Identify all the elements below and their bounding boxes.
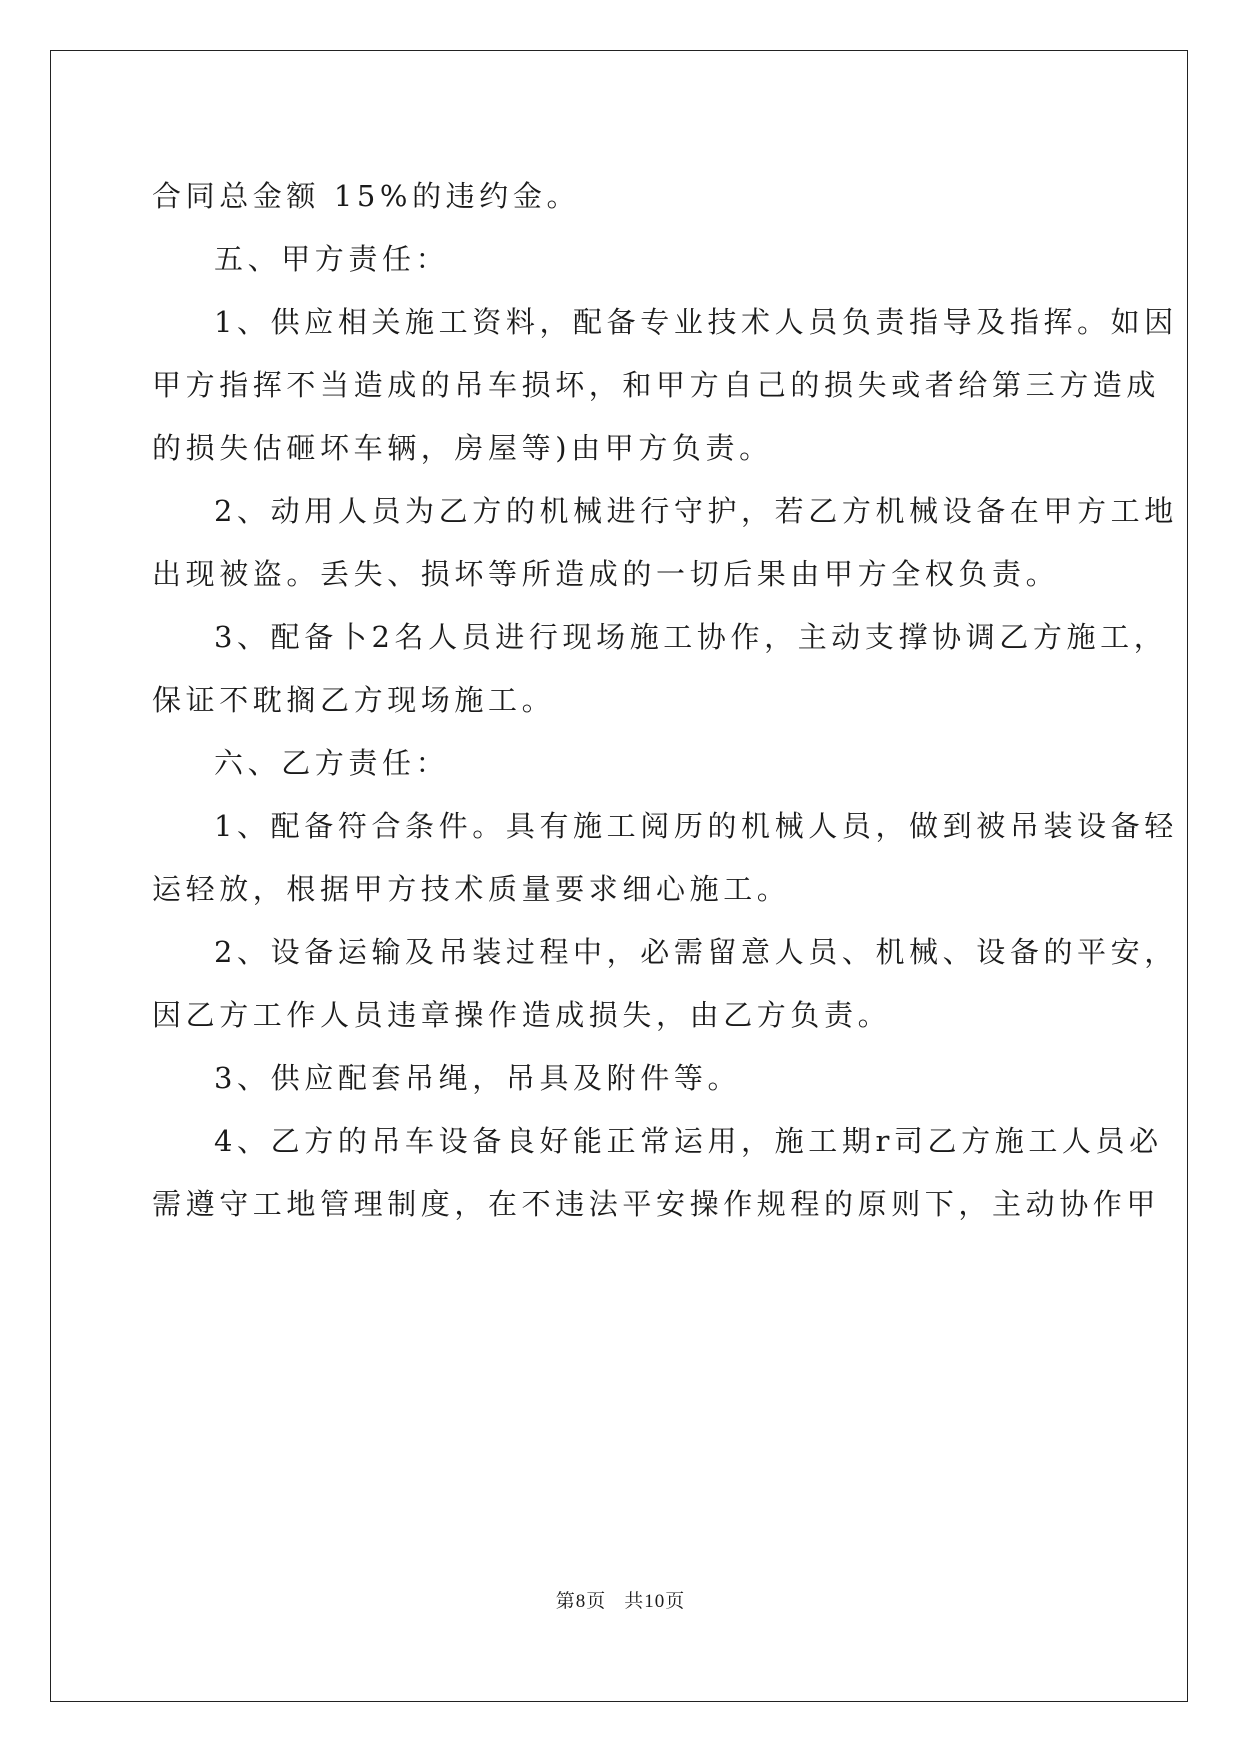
section-heading-party-a: 五、甲方责任： xyxy=(214,242,450,276)
body-line-12: 运轻放，根据甲方技术质量要求细心施工。 xyxy=(152,872,791,906)
body-line-8: 3、配备卜2名人员进行现场施工协作，主动支撑协调乙方施工， xyxy=(214,620,1168,654)
page-prefix: 第 xyxy=(555,1590,576,1612)
total-pages: 10 xyxy=(644,1591,666,1612)
body-line-17: 需遵守工地管理制度，在不违法平安操作规程的原则下，主动协作甲 xyxy=(152,1187,1161,1221)
body-line-11: 1、配备符合条件。具有施工阅历的机械人员，做到被吊装设备轻 xyxy=(214,809,1178,843)
body-line-15: 3、供应配套吊绳，吊具及附件等。 xyxy=(214,1061,742,1095)
body-line-6: 2、动用人员为乙方的机械进行守护，若乙方机械设备在甲方工地 xyxy=(214,494,1178,528)
body-line-1: 合同总金额 15%的违约金。 xyxy=(152,179,581,213)
body-line-7: 出现被盗。丢失、损坏等所造成的一切后果由甲方全权负责。 xyxy=(152,557,1060,591)
body-line-4: 甲方指挥不当造成的吊车损坏，和甲方自己的损失或者给第三方造成 xyxy=(152,368,1161,402)
body-line-16: 4、乙方的吊车设备良好能正常运用，施工期r司乙方施工人员必 xyxy=(214,1124,1163,1158)
total-prefix: 共 xyxy=(624,1590,645,1612)
body-line-3: 1、供应相关施工资料，配备专业技术人员负责指导及指挥。如因 xyxy=(214,305,1178,339)
body-line-14: 因乙方工作人员违章操作造成损失，由乙方负责。 xyxy=(152,998,892,1032)
body-line-5: 的损失估砸坏车辆，房屋等)由甲方负责。 xyxy=(152,431,773,465)
body-line-13: 2、设备运输及吊装过程中，必需留意人员、机械、设备的平安， xyxy=(214,935,1178,969)
document-body xyxy=(152,165,1178,1236)
page-number: 8 xyxy=(575,1591,587,1612)
total-suffix: 页 xyxy=(665,1590,686,1612)
body-line-9: 保证不耽搁乙方现场施工。 xyxy=(152,683,556,717)
page-suffix: 页 xyxy=(586,1590,607,1612)
section-heading-party-b: 六、乙方责任： xyxy=(214,746,450,780)
page-footer xyxy=(0,1586,1241,1613)
